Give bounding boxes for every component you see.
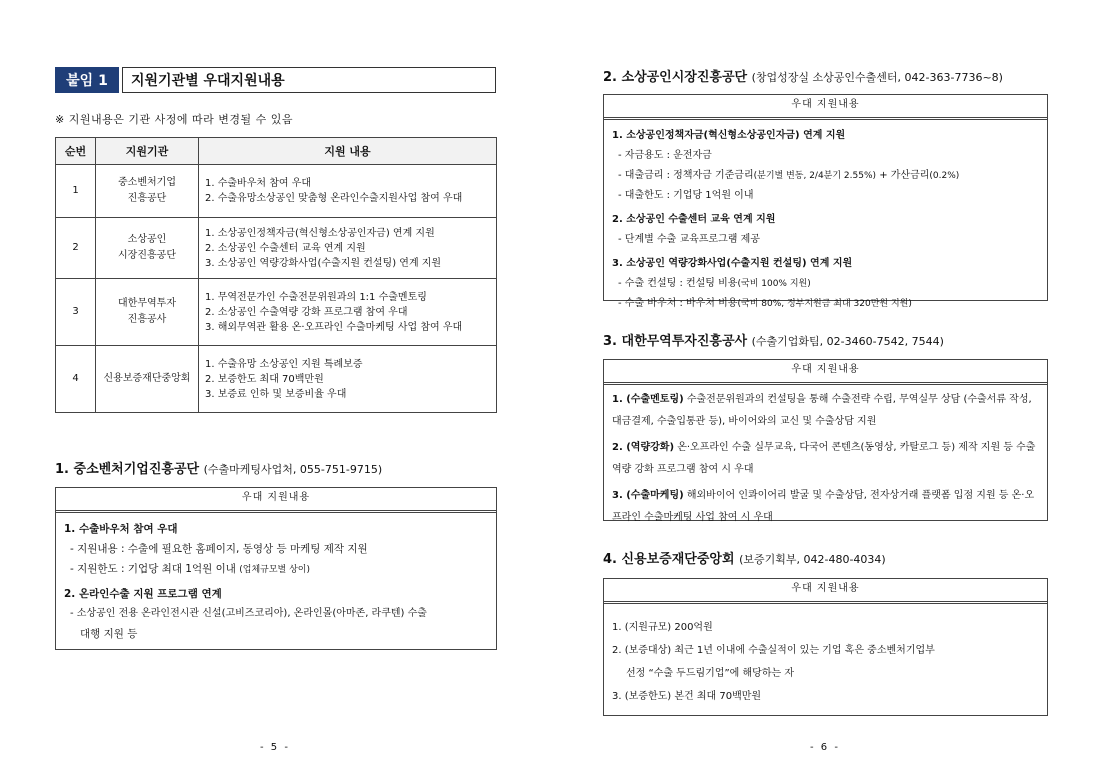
box-header: 우대 지원내용: [604, 360, 1047, 385]
content-line: 3. 소상공인 역량강화사업(수출지원 컨설팅) 연계 지원: [205, 257, 442, 269]
para-text: 수출전문위원과의 컨설팅을 통해 수출전략 수립, 무역실무 상담 (수출서류 작성, 대금결제, 수출입통관 등), 바이어와의 교신 및 수출상담 지원: [612, 394, 1032, 427]
section-3-heading: [603, 330, 944, 349]
row-content: [199, 218, 497, 279]
para-label: 1. (수출멘토링): [612, 394, 684, 405]
org-line: 시장진흥공단: [118, 250, 176, 261]
row-no: 4: [56, 346, 96, 413]
item-title: 1. 소상공인정책자금(혁신형소상공인자금) 연계 지원: [612, 130, 846, 141]
row-content: [199, 346, 497, 413]
row-no: 1: [56, 165, 96, 218]
change-notice: ※ 지원내용은 기관 사정에 따라 변경될 수 있음: [55, 113, 293, 126]
content-line: 2. 보증한도 최대 70백만원: [205, 373, 324, 385]
item-sub: [612, 294, 1039, 314]
box-header: 우대 지원내용: [56, 488, 496, 513]
para-label: 3. (수출마케팅): [612, 490, 684, 501]
section-2-heading: [603, 66, 1003, 85]
section-4-heading: [603, 548, 886, 567]
item-sub: [612, 166, 1039, 186]
box-header: 우대 지원내용: [604, 579, 1047, 604]
row-org: [96, 346, 199, 413]
section-3-title: 3. 대한무역투자진흥공사: [603, 334, 748, 349]
box-body: [604, 385, 1047, 539]
item-sub: - 단계별 수출 교육프로그램 제공: [618, 234, 760, 245]
table-row: [56, 165, 497, 218]
content-line: 2. 소상공인 수출역량 강화 프로그램 참여 우대: [205, 306, 408, 318]
item-sub-small: (업체규모별 상이): [239, 565, 310, 575]
org-line: 중소벤처기업: [118, 177, 176, 188]
item-sub-text: - 대출금리 : 정책자금 기준금리: [618, 170, 754, 181]
appendix-title: [55, 67, 496, 93]
support-line: 선정 “수출 두드림기업”에 해당하는 자: [626, 668, 794, 679]
section-4-title: 4. 신용보증재단중앙회: [603, 552, 735, 567]
support-paragraph: [612, 437, 1039, 481]
item-sub-small: (0.2%): [929, 171, 960, 181]
org-line: 대한무역투자: [118, 298, 176, 309]
para-label: 2. (역량강화): [612, 442, 675, 453]
item-title: 2. 온라인수출 지원 프로그램 연계: [64, 588, 222, 600]
appendix-badge: 붙임 1: [55, 67, 119, 93]
content-line: 2. 소상공인 수출센터 교육 연계 지원: [205, 242, 366, 254]
section-1-box: [55, 487, 497, 650]
item-sub-small: (국비 80%, 정부지원금 최대 320만원 지원): [737, 299, 912, 309]
item-sub-small: (분기별 변동, 2/4분기 2.55%): [753, 171, 877, 181]
item-sub-text: - 지원한도 : 기업당 최대 1억원 이내: [70, 563, 236, 575]
item-sub-text: - 수출 바우처 : 바우처 비용: [618, 298, 738, 309]
item-sub-text: - 수출 컨설팅 : 컨설팅 비용: [618, 278, 738, 289]
item-sub: - 자금용도 : 운전자금: [618, 150, 712, 161]
support-line: 1. (지원규모) 200억원: [612, 622, 713, 633]
item-sub: [64, 559, 488, 580]
content-line: 1. 소상공인정책자금(혁신형소상공인자금) 연계 지원: [205, 227, 435, 239]
row-content: [199, 279, 497, 346]
row-no: 2: [56, 218, 96, 279]
content-line: 3. 보증료 인하 및 보증비율 우대: [205, 388, 347, 400]
item-sub-small: (국비 100% 지원): [737, 279, 811, 289]
content-line: 2. 수출유망소상공인 맞춤형 온라인수출지원사업 참여 우대: [205, 193, 463, 204]
item-sub-text: + 가산금리: [876, 170, 930, 181]
org-line: 소상공인: [127, 234, 167, 245]
section-2-title: 2. 소상공인시장진흥공단: [603, 70, 748, 85]
org-line: 진흥공사: [127, 314, 167, 325]
section-4-contact: (보증기획부, 042-480-4034): [739, 553, 886, 566]
item-title: 1. 수출바우처 참여 우대: [64, 523, 178, 535]
support-paragraph: [612, 389, 1039, 433]
header-content: 지원 내용: [199, 138, 497, 165]
table-row: [56, 218, 497, 279]
org-line: 신용보증재단중앙회: [103, 373, 191, 384]
section-3-contact: (수출기업화팀, 02-3460-7542, 7544): [751, 335, 944, 348]
table-row: [56, 279, 497, 346]
item-sub: [612, 274, 1039, 294]
page-number: - 5 -: [260, 742, 290, 753]
org-line: 진흥공단: [127, 193, 167, 204]
content-line: 1. 수출유망 소상공인 지원 특례보증: [205, 358, 363, 370]
box-body: [56, 513, 496, 650]
table-header-row: [56, 138, 497, 165]
header-org: 지원기관: [96, 138, 199, 165]
content-line: 1. 수출바우처 참여 우대: [205, 178, 312, 189]
support-summary-table: [55, 137, 497, 413]
row-no: 3: [56, 279, 96, 346]
table-row: [56, 346, 497, 413]
box-header: 우대 지원내용: [604, 95, 1047, 120]
item-sub: - 지원내용 : 수출에 필요한 홈페이지, 동영상 등 마케팅 제작 지원: [70, 543, 368, 555]
item-sub: - 소상공인 전용 온라인전시관 신설(고비즈코리아), 온라인몰(아마존, 라쿠텐) 수출: [70, 608, 427, 619]
row-org: [96, 279, 199, 346]
row-org: [96, 165, 199, 218]
content-line: 1. 무역전문가인 수출전문위원과의 1:1 수출멘토링: [205, 291, 427, 303]
para-text: 온·오프라인 수출 실무교육, 다국어 콘텐츠(동영상, 카탈로그 등) 제작 지원 등 수출역량 강화 프로그램 참여 시 우대: [612, 442, 1036, 475]
page-number: - 6 -: [810, 742, 840, 753]
right-page: [550, 0, 1100, 778]
section-2-box: [603, 94, 1048, 309]
row-content: [199, 165, 497, 218]
box-body: [604, 604, 1047, 714]
section-3-box: [603, 359, 1048, 521]
section-2-contact: (창업성장실 소상공인수출센터, 042-363-7736~8): [751, 71, 1003, 84]
section-4-box: [603, 578, 1048, 716]
appendix-title-text: 지원기관별 우대지원내용: [122, 67, 496, 93]
header-no: 순번: [56, 138, 96, 165]
section-1-heading: [55, 458, 382, 477]
content-line: 3. 해외무역관 활용 온·오프라인 수출마케팅 사업 참여 우대: [205, 321, 463, 333]
item-sub: - 대출한도 : 기업당 1억원 이내: [618, 190, 754, 201]
section-1-contact: (수출마케팅사업처, 055-751-9715): [203, 463, 383, 476]
support-line: 3. (보증한도) 본건 최대 70백만원: [612, 691, 762, 702]
row-org: [96, 218, 199, 279]
item-title: 2. 소상공인 수출센터 교육 연계 지원: [612, 214, 776, 225]
support-line: 2. (보증대상) 최근 1년 이내에 수출실적이 있는 기업 혹은 중소벤처기업부: [612, 645, 935, 656]
support-paragraph: [612, 485, 1039, 529]
item-title: 3. 소상공인 역량강화사업(수출지원 컨설팅) 연계 지원: [612, 258, 853, 269]
para-text: 해외바이어 인콰이어리 발굴 및 수출상담, 전자상거래 플랫폼 입점 지원 등 온·오프라인 수출마케팅 사업 참여 시 우대: [612, 490, 1035, 523]
item-sub: 대행 지원 등: [80, 628, 138, 640]
section-1-title: 1. 중소벤처기업진흥공단: [55, 462, 200, 477]
box-body: [604, 120, 1047, 320]
